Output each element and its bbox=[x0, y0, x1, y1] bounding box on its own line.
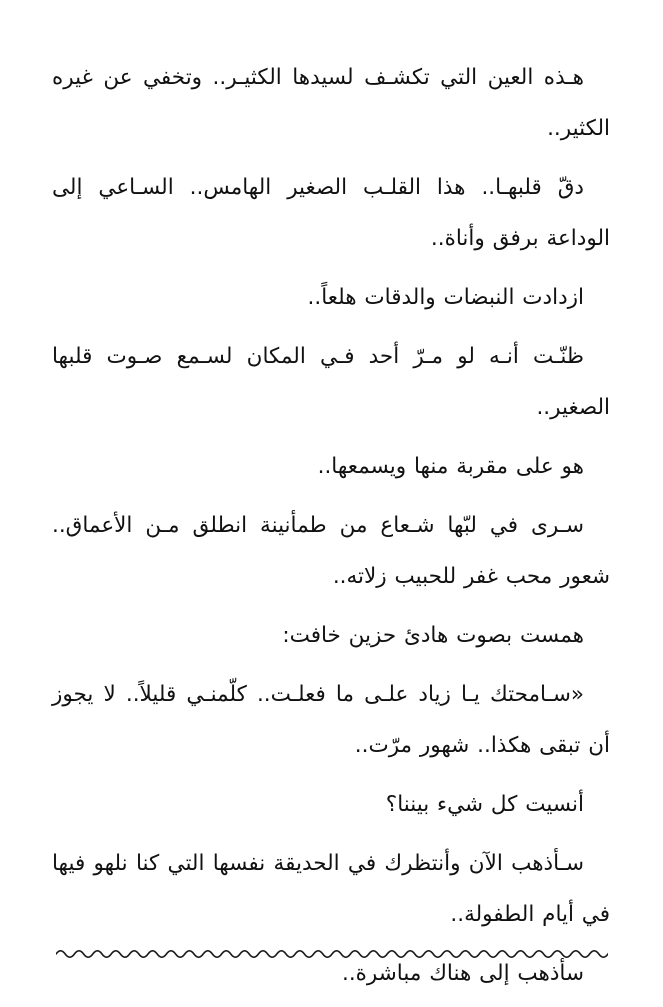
paragraph-8: «سـامحتك يـا زياد علـى ما فعلـت.. كلّمنـي قليلاً.. لا يجوز أن تبقى هكذا.. شهور مرّت.. bbox=[52, 682, 610, 758]
paragraph-9: أنسيت كل شيء بيننا؟ bbox=[385, 792, 584, 817]
paragraph-7: همست بصوت هادئ حزين خافت: bbox=[282, 623, 584, 648]
paragraph-10: سـأذهب الآن وأنتظرك في الحديقة نفسها التي كنا نلهو فيها في أيام الطفولة.. bbox=[52, 851, 610, 927]
paragraph-5: هو على مقربة منها ويسمعها.. bbox=[317, 454, 584, 479]
paragraph-6: سـرى في لبّها شـعاع من طمأنينة انطلق مـن الأعماق.. شعور محب غفر للحبيب زلاته.. bbox=[52, 513, 610, 589]
text-page bbox=[52, 52, 610, 1007]
paragraph-3: ازدادت النبضات والدقات هلعاً.. bbox=[307, 285, 584, 310]
wavy-line bbox=[56, 951, 608, 957]
paragraph-4: ظنّـت أنـه لو مـرّ أحد فـي المكان لسـمع صـوت قلبها الصغير.. bbox=[52, 344, 610, 420]
paragraph-2: دقّ قلبهـا.. هذا القلـب الصغير الهامس.. السـاعي إلى الوداعة برفق وأناة.. bbox=[52, 175, 610, 251]
paragraph-11: سأذهب إلى هناك مباشرة.. bbox=[342, 961, 584, 986]
wavy-line-divider-icon bbox=[56, 947, 608, 961]
paragraph-1: هـذه العين التي تكشـف لسيدها الكثيـر.. وتخفي عن غيره الكثير.. bbox=[52, 65, 610, 141]
